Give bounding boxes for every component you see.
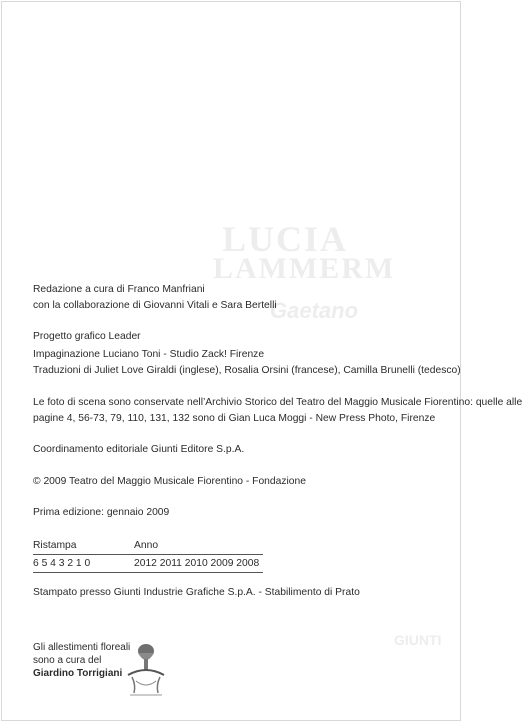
show-through-logo: GIUNTI [394, 632, 442, 648]
ristampa-values: 6 5 4 3 2 1 0 [33, 558, 91, 569]
show-through-subtitle: Gaetano [270, 298, 359, 323]
redazione-text: Redazione a cura di Franco Manfriani [33, 284, 205, 295]
ristampa-header: Ristampa [33, 540, 77, 551]
table-bottom-rule [33, 572, 263, 573]
print-run-table [33, 540, 263, 576]
collaborazione-text: con la collaborazione di Giovanni Vitali e Sara Bertelli [33, 300, 277, 311]
coordinamento-text: Coordinamento editoriale Giunti Editore S.p.A. [33, 444, 245, 455]
giardino-torrigiani-logo-icon [122, 641, 170, 699]
floral-line3: Giardino Torrigiani [33, 668, 123, 679]
traduzioni-text: Traduzioni di Juliet Love Giraldi (inglese), Rosalia Orsini (francese), Camilla Brunelli (tedesco) [33, 365, 461, 376]
floral-line1: Gli allestimenti floreali [33, 642, 131, 653]
impaginazione-text: Impaginazione Luciano Toni - Studio Zack! Firenze [33, 349, 265, 360]
copyright-text: © 2009 Teatro del Maggio Musicale Fiorentino - Fondazione [33, 476, 306, 487]
foto-text-line2: pagine 4, 56-73, 79, 110, 131, 132 sono di Gian Luca Moggi - New Press Photo, Firenze [33, 413, 436, 424]
show-through-title-line1: LUCIA [222, 219, 349, 259]
prima-edizione-text: Prima edizione: gennaio 2009 [33, 507, 170, 518]
show-through-title-line2: LAMMERM [213, 252, 396, 285]
print-run-header [33, 540, 263, 552]
stampato-text: Stampato presso Giunti Industrie Grafiche S.p.A. - Stabilimento di Prato [33, 587, 360, 598]
anno-values: 2012 2011 2010 2009 2008 [134, 558, 260, 569]
progetto-grafico-text: Progetto grafico Leader [33, 331, 141, 342]
print-run-values [33, 558, 263, 570]
floral-credit [33, 641, 130, 680]
table-divider [33, 554, 263, 555]
page-border [1, 1, 461, 721]
anno-header: Anno [134, 540, 159, 551]
floral-line2: sono a cura del [33, 655, 102, 666]
foto-text-line1: Le foto di scena sono conservate nell’Archivio Storico del Teatro del Maggio Musicale Fiorentino: quelle alle [33, 397, 522, 408]
